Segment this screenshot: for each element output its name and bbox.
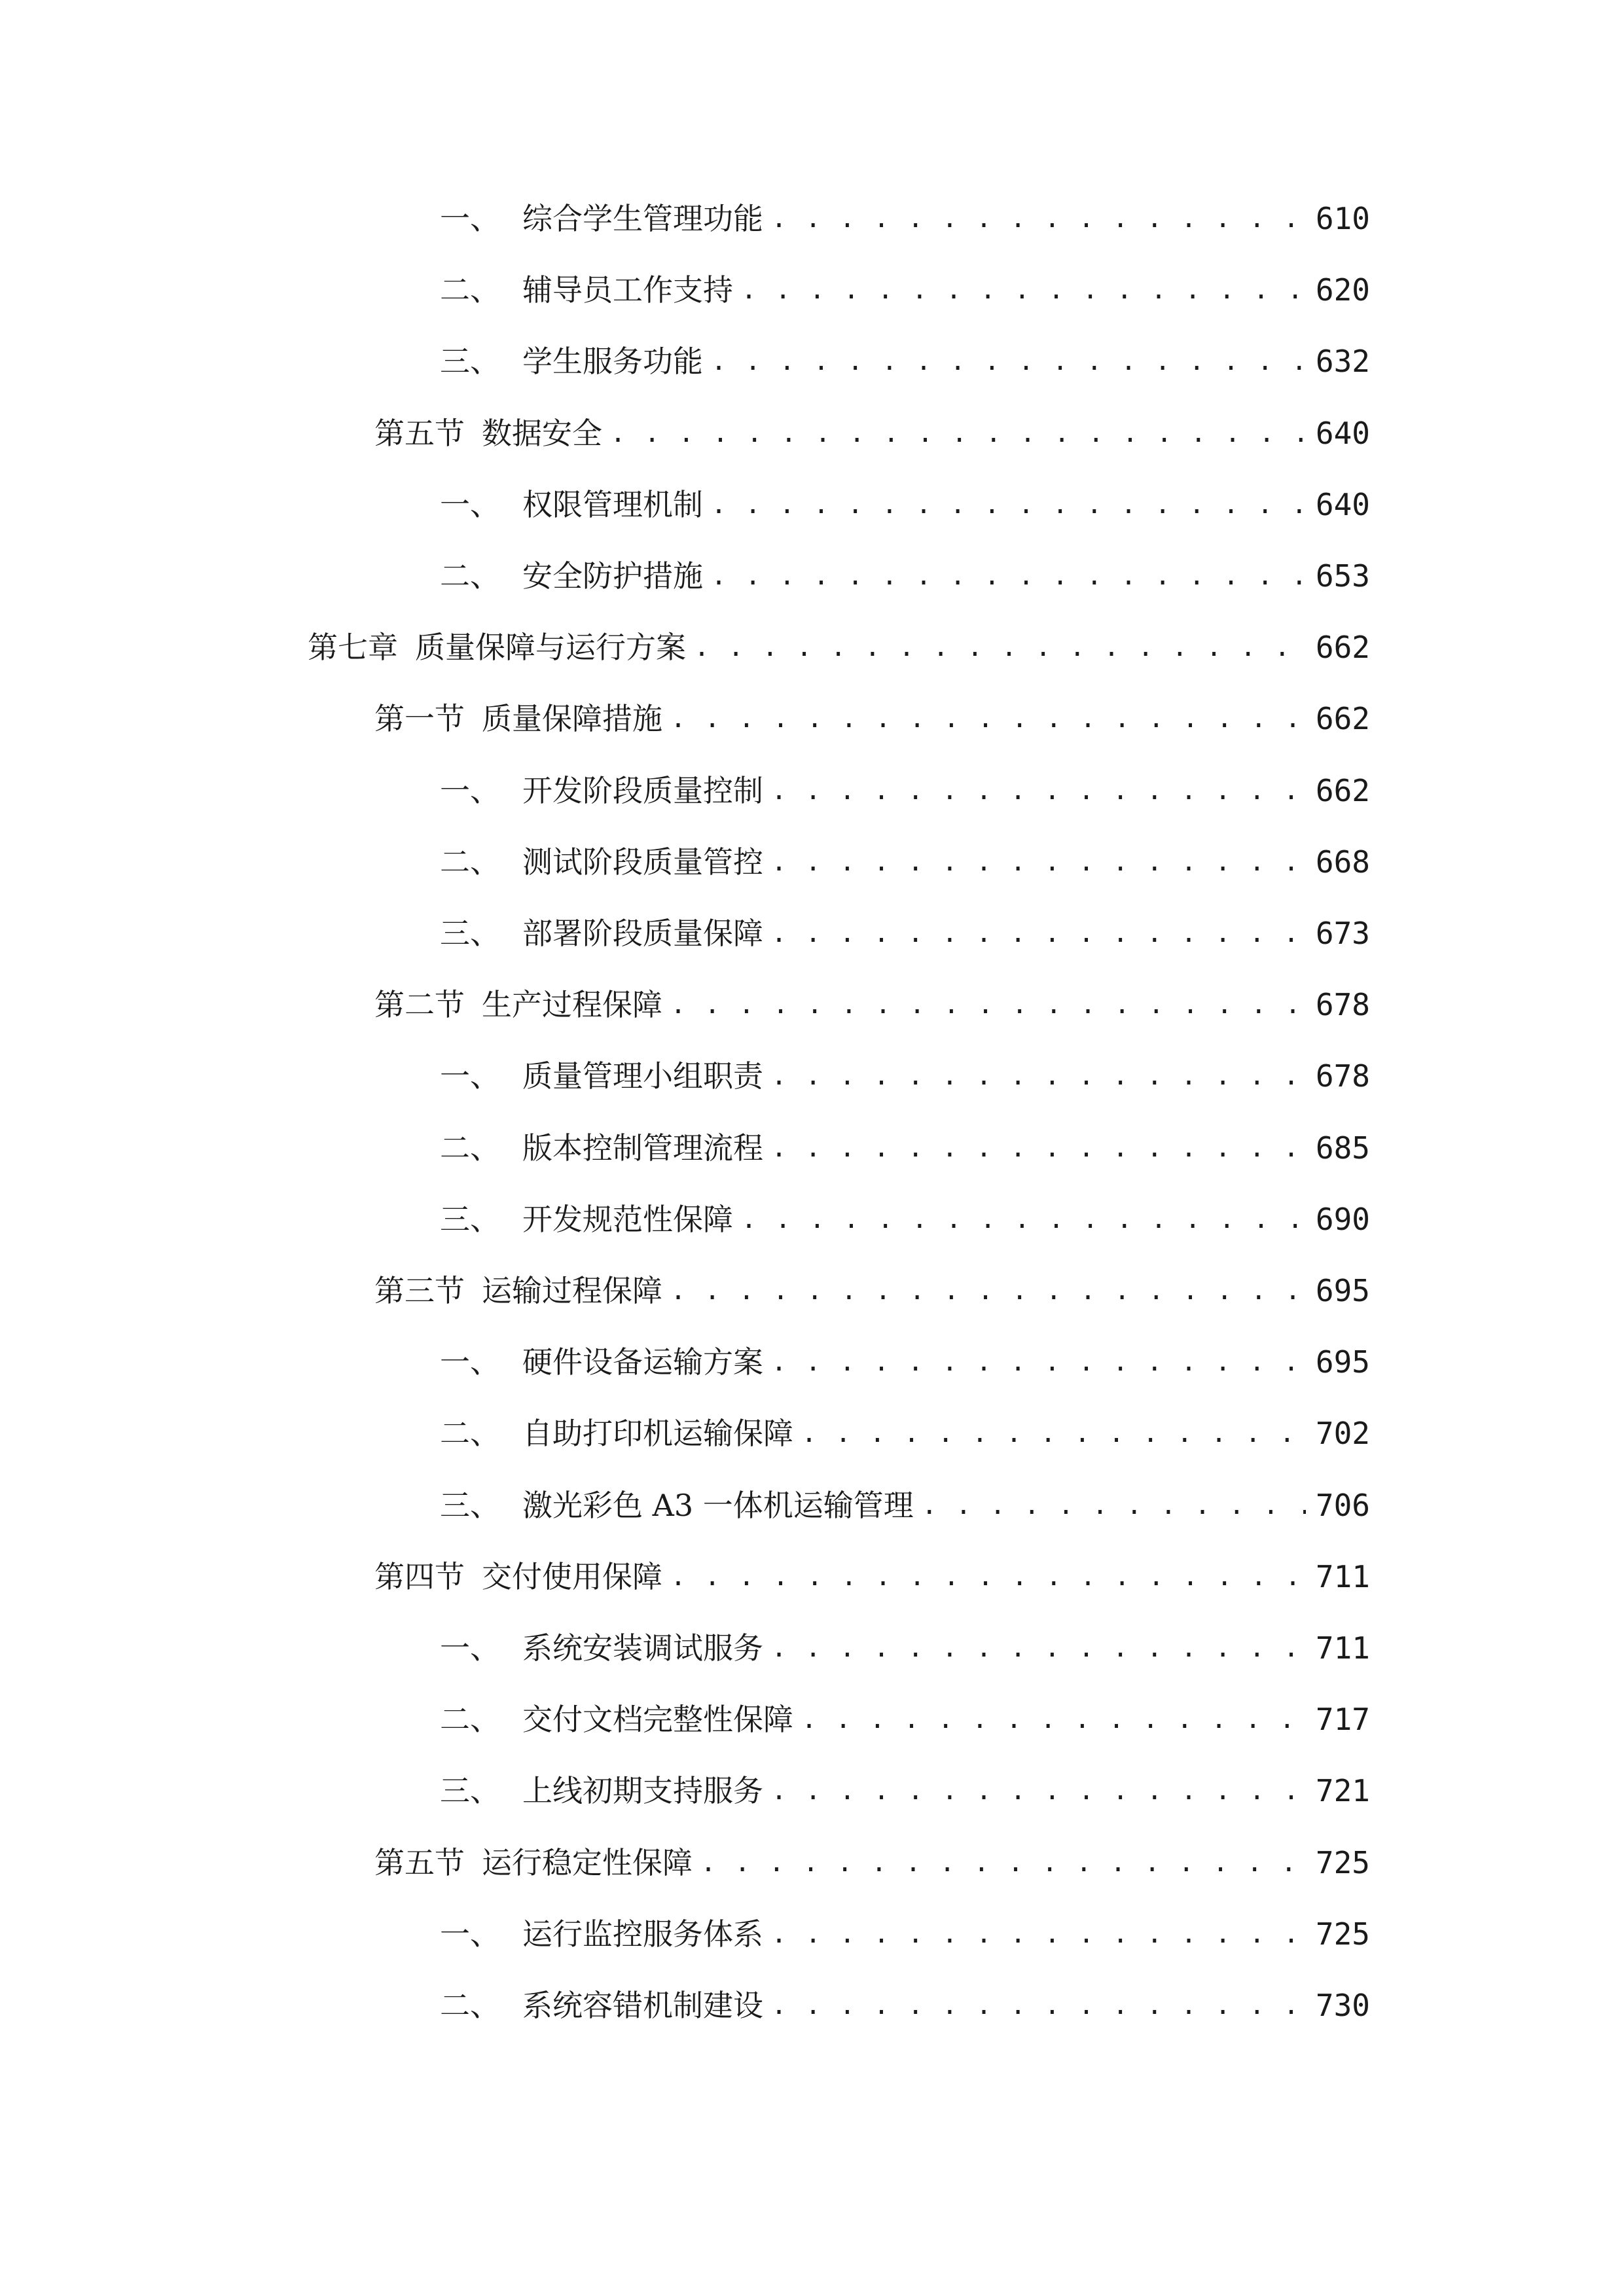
- toc-page-number: 721: [1315, 1773, 1370, 1809]
- toc-page-number: 668: [1315, 844, 1370, 880]
- toc-entry-number: 二、: [440, 272, 500, 308]
- toc-entry-title: 运行稳定性保障: [482, 1844, 693, 1880]
- toc-dot-leader: [771, 192, 1306, 245]
- toc-page-number: 725: [1315, 1844, 1370, 1880]
- toc-page-number: 678: [1315, 987, 1370, 1023]
- toc-section-entry[interactable]: [374, 1551, 1370, 1603]
- toc-subsection-entry[interactable]: [440, 907, 1370, 960]
- toc-entry-number: 第七章: [308, 630, 398, 666]
- toc-subsection-entry[interactable]: [440, 1979, 1370, 2032]
- toc-page-number: 678: [1315, 1058, 1370, 1094]
- toc-dot-leader: [771, 1122, 1306, 1174]
- toc-subsection-entry[interactable]: [440, 478, 1370, 531]
- toc-entry-title: 权限管理机制: [522, 486, 703, 522]
- toc-page-number: 706: [1315, 1487, 1370, 1523]
- toc-dot-leader: [711, 550, 1306, 602]
- toc-page-number: 640: [1315, 415, 1370, 451]
- toc-entry-title: 上线初期支持服务: [522, 1773, 763, 1809]
- toc-entry-number: 第二节: [374, 987, 465, 1023]
- toc-entry-title: 开发阶段质量控制: [522, 772, 763, 808]
- toc-entry-title: 生产过程保障: [482, 987, 662, 1023]
- toc-entry-title: 综合学生管理功能: [522, 201, 763, 236]
- toc-entry-title: 质量管理小组职责: [522, 1058, 763, 1094]
- toc-subsection-entry[interactable]: [440, 264, 1370, 316]
- toc-section-entry[interactable]: [374, 407, 1370, 459]
- toc-entry-number: 一、: [440, 772, 500, 808]
- toc-entry-title: 测试阶段质量管控: [522, 844, 763, 880]
- toc-subsection-entry[interactable]: [440, 836, 1370, 888]
- toc-dot-leader: [670, 1551, 1306, 1603]
- toc-dot-leader: [670, 692, 1306, 745]
- toc-entry-title: 交付使用保障: [482, 1558, 662, 1594]
- toc-dot-leader: [922, 1479, 1306, 1532]
- toc-subsection-entry[interactable]: [440, 1122, 1370, 1174]
- toc-dot-leader: [771, 1979, 1306, 2032]
- toc-page-number: 730: [1315, 1988, 1370, 2023]
- toc-entry-number: 二、: [440, 1130, 500, 1166]
- toc-entry-number: 一、: [440, 1344, 500, 1380]
- toc-page-number: 610: [1315, 201, 1370, 236]
- toc-entry-title: 质量保障与运行方案: [415, 630, 686, 666]
- toc-page-number: 717: [1315, 1702, 1370, 1738]
- toc-entry-number: 第三节: [374, 1273, 465, 1308]
- toc-page-number: 640: [1315, 486, 1370, 522]
- toc-dot-leader: [610, 407, 1306, 459]
- toc-page-number: 653: [1315, 558, 1370, 594]
- toc-page-number: 711: [1315, 1630, 1370, 1666]
- toc-dot-leader: [670, 978, 1306, 1031]
- toc-subsection-entry[interactable]: [440, 1908, 1370, 1960]
- toc-entry-number: 一、: [440, 1058, 500, 1094]
- toc-entry-title: 安全防护措施: [522, 558, 703, 594]
- toc-page-number: 695: [1315, 1344, 1370, 1380]
- toc-page-number: 632: [1315, 344, 1370, 380]
- toc-page-number: 673: [1315, 916, 1370, 951]
- toc-entry-title: 系统容错机制建设: [522, 1988, 763, 2023]
- toc-entry-number: 三、: [440, 1201, 500, 1237]
- toc-page-number: 620: [1315, 272, 1370, 308]
- toc-entry-title: 运行监控服务体系: [522, 1916, 763, 1952]
- toc-page-number: 662: [1315, 772, 1370, 808]
- toc-entry-title: 学生服务功能: [522, 344, 703, 380]
- toc-entry-title: 辅导员工作支持: [522, 272, 733, 308]
- toc-section-entry[interactable]: [374, 1265, 1370, 1317]
- toc-dot-leader: [711, 335, 1306, 387]
- toc-entry-number: 三、: [440, 1487, 500, 1523]
- toc-entry-title: 数据安全: [482, 415, 602, 451]
- toc-subsection-entry[interactable]: [440, 1479, 1370, 1532]
- toc-dot-leader: [771, 1765, 1306, 1817]
- toc-subsection-entry[interactable]: [440, 1193, 1370, 1246]
- toc-page-number: 711: [1315, 1558, 1370, 1594]
- toc-subsection-entry[interactable]: [440, 1050, 1370, 1102]
- toc-entry-number: 第五节: [374, 415, 465, 451]
- toc-entry-number: 三、: [440, 344, 500, 380]
- toc-page-number: 702: [1315, 1416, 1370, 1452]
- toc-entry-number: 一、: [440, 201, 500, 236]
- toc-entry-title: 激光彩色 A3 一体机运输管理: [522, 1487, 914, 1523]
- toc-subsection-entry[interactable]: [440, 1765, 1370, 1817]
- toc-entry-number: 一、: [440, 1630, 500, 1666]
- toc-dot-leader: [771, 764, 1306, 817]
- toc-subsection-entry[interactable]: [440, 1407, 1370, 1460]
- toc-dot-leader: [670, 1265, 1306, 1317]
- toc-entry-title: 质量保障措施: [482, 701, 662, 737]
- toc-entry-title: 交付文档完整性保障: [522, 1702, 793, 1738]
- toc-entry-number: 二、: [440, 558, 500, 594]
- toc-subsection-entry[interactable]: [440, 1336, 1370, 1388]
- toc-entry-title: 系统安装调试服务: [522, 1630, 763, 1666]
- toc-dot-leader: [771, 907, 1306, 960]
- toc-page-number: 685: [1315, 1130, 1370, 1166]
- toc-entry-number: 一、: [440, 486, 500, 522]
- toc-section-entry[interactable]: [374, 978, 1370, 1031]
- toc-page-number: 690: [1315, 1201, 1370, 1237]
- toc-dot-leader: [771, 836, 1306, 888]
- toc-entry-title: 开发规范性保障: [522, 1201, 733, 1237]
- toc-dot-leader: [694, 621, 1306, 673]
- toc-entry-number: 二、: [440, 1416, 500, 1452]
- toc-dot-leader: [741, 1193, 1306, 1246]
- toc-entry-number: 二、: [440, 1702, 500, 1738]
- toc-entry-title: 运输过程保障: [482, 1273, 662, 1308]
- toc-entry-title: 自助打印机运输保障: [522, 1416, 793, 1452]
- toc-dot-leader: [801, 1693, 1306, 1746]
- toc-dot-leader: [771, 1622, 1306, 1674]
- toc-subsection-entry[interactable]: [440, 1622, 1370, 1674]
- toc-subsection-entry[interactable]: [440, 335, 1370, 387]
- toc-subsection-entry[interactable]: [440, 550, 1370, 602]
- toc-dot-leader: [771, 1336, 1306, 1388]
- toc-entry-number: 二、: [440, 1988, 500, 2023]
- toc-entry-number: 三、: [440, 1773, 500, 1809]
- toc-entry-number: 三、: [440, 916, 500, 951]
- toc-entry-number: 第一节: [374, 701, 465, 737]
- toc-entry-number: 一、: [440, 1916, 500, 1952]
- toc-subsection-entry[interactable]: [440, 1693, 1370, 1746]
- toc-dot-leader: [700, 1837, 1306, 1889]
- toc-dot-leader: [771, 1908, 1306, 1960]
- toc-section-entry[interactable]: [374, 692, 1370, 745]
- toc-page-number: 695: [1315, 1273, 1370, 1308]
- toc-entry-title: 版本控制管理流程: [522, 1130, 763, 1166]
- toc-page-number: 662: [1315, 630, 1370, 666]
- toc-section-entry[interactable]: [374, 1837, 1370, 1889]
- toc-entry-title: 硬件设备运输方案: [522, 1344, 763, 1380]
- toc-dot-leader: [771, 1050, 1306, 1102]
- toc-subsection-entry[interactable]: [440, 192, 1370, 245]
- toc-subsection-entry[interactable]: [440, 764, 1370, 817]
- toc-dot-leader: [711, 478, 1306, 531]
- toc-dot-leader: [741, 264, 1306, 316]
- toc-dot-leader: [801, 1407, 1306, 1460]
- toc-page-number: 662: [1315, 701, 1370, 737]
- toc-entry-number: 第五节: [374, 1844, 465, 1880]
- toc-chapter-entry[interactable]: [308, 621, 1370, 673]
- toc-entry-number: 二、: [440, 844, 500, 880]
- toc-entry-number: 第四节: [374, 1558, 465, 1594]
- toc-entry-title: 部署阶段质量保障: [522, 916, 763, 951]
- toc-page-number: 725: [1315, 1916, 1370, 1952]
